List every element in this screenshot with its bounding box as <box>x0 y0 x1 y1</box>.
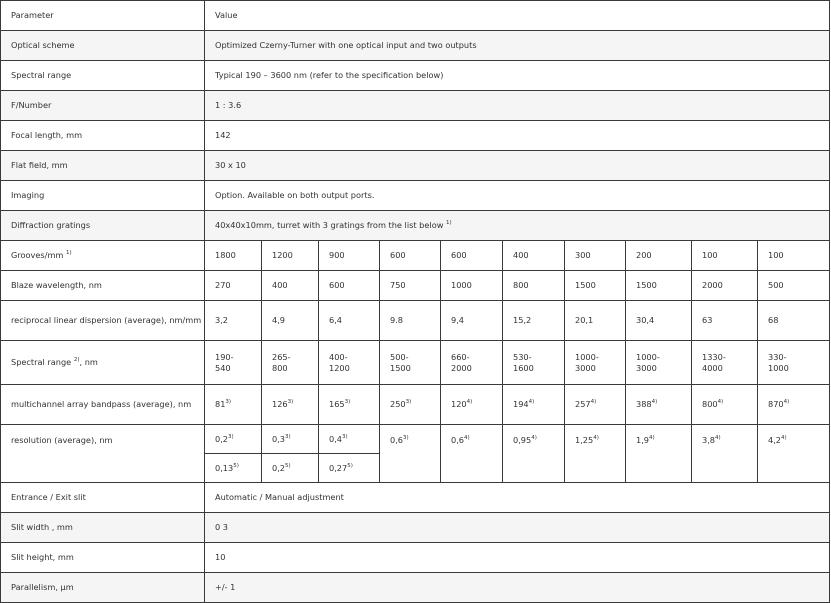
row-optical-scheme <box>1 31 830 61</box>
footnote-marker: 3) <box>225 399 232 405</box>
row-value: 1 : 3.6 <box>205 91 830 121</box>
footnote-marker: 5) <box>347 462 353 469</box>
row-label: Entrance / Exit slit <box>1 483 205 513</box>
row-label <box>1 341 205 385</box>
row-label: Spectral range <box>1 61 205 91</box>
row-value: Typical 190 – 3600 nm (refer to the specification below) <box>205 61 830 91</box>
footnote-marker: 3) <box>403 435 409 441</box>
bandpass-cell <box>758 385 830 425</box>
row-label: Imaging <box>1 181 205 211</box>
range-start: 1000- <box>575 351 599 362</box>
spectral-range-cell <box>565 341 626 385</box>
table-header-row <box>1 1 830 31</box>
row-label: Blaze wavelength, nm <box>1 271 205 301</box>
resolution-cell <box>758 425 830 483</box>
resolution-value: 0,2 <box>272 462 286 473</box>
bandpass-cell <box>319 385 380 425</box>
row-flat-field <box>1 151 830 181</box>
resolution-alt-cell <box>205 454 262 483</box>
row-f-number <box>1 91 830 121</box>
row-label: Slit width , mm <box>1 513 205 543</box>
range-start: 190- <box>215 351 234 362</box>
spectral-range-cell <box>503 341 565 385</box>
row-entrance-exit-slit <box>1 483 830 513</box>
range-start: 400- <box>329 351 348 362</box>
resolution-cell <box>626 425 692 483</box>
grooves-cell: 200 <box>626 241 692 271</box>
grooves-cell: 900 <box>319 241 380 271</box>
bandpass-cell <box>626 385 692 425</box>
row-value: 142 <box>205 121 830 151</box>
range-start: 660- <box>451 351 470 362</box>
range-end: 4000 <box>702 362 723 373</box>
row-value: 30 x 10 <box>205 151 830 181</box>
row-label <box>1 241 205 271</box>
spectral-range-cell <box>626 341 692 385</box>
gratings-value-text: 40x40x10mm, turret with 3 gratings from the list below <box>215 220 444 230</box>
resolution-value: 0,3 <box>272 433 286 444</box>
bandpass-cell <box>503 385 565 425</box>
bandpass-cell <box>441 385 503 425</box>
resolution-alt-cell <box>319 454 380 483</box>
range-end: 2000 <box>451 362 472 373</box>
resolution-value: 1,9 <box>636 435 650 445</box>
row-value <box>205 211 830 241</box>
grooves-cell: 1800 <box>205 241 262 271</box>
row-label: Diffraction gratings <box>1 211 205 241</box>
resolution-value: 0,4 <box>329 433 343 444</box>
footnote-marker: 4) <box>590 399 597 405</box>
grooves-label-text: Grooves/mm <box>11 250 64 260</box>
row-label: Parallelism, μm <box>1 573 205 603</box>
resolution-alt-cell <box>262 454 319 483</box>
footnote-marker: 3) <box>405 399 412 405</box>
blaze-cell: 1000 <box>441 271 503 301</box>
row-slit-height <box>1 543 830 573</box>
blaze-cell: 800 <box>503 271 565 301</box>
grooves-cell: 600 <box>380 241 441 271</box>
resolution-value: 3,8 <box>702 435 716 445</box>
resolution-value: 0,13 <box>215 462 234 473</box>
range-end: 540 <box>215 362 231 373</box>
header-value: Value <box>205 1 830 31</box>
footnote-marker: 4) <box>781 435 787 441</box>
footnote-marker: 4) <box>715 435 721 441</box>
footnote-marker: 3) <box>342 433 348 440</box>
dispersion-cell: 4,9 <box>262 301 319 341</box>
bandpass-cell <box>262 385 319 425</box>
dispersion-cell: 68 <box>758 301 830 341</box>
footnote-marker: 1) <box>446 220 452 226</box>
spectral-range-cell <box>262 341 319 385</box>
spectral-label-unit: , nm <box>79 357 98 367</box>
row-value: 10 <box>205 543 830 573</box>
dispersion-cell: 63 <box>692 301 758 341</box>
spectral-range-cell <box>758 341 830 385</box>
resolution-cell <box>565 425 626 483</box>
blaze-cell: 270 <box>205 271 262 301</box>
range-start: 1330- <box>702 351 726 362</box>
row-label: reciprocal linear dispersion (average), nm/mm <box>1 301 205 341</box>
row-value: +/- 1 <box>205 573 830 603</box>
resolution-cell <box>380 425 441 483</box>
footnote-marker: 4) <box>531 435 537 441</box>
resolution-cell <box>205 425 262 454</box>
row-label: multichannel array bandpass (average), nm <box>1 385 205 425</box>
range-start: 530- <box>513 351 532 362</box>
range-start: 330- <box>768 351 787 362</box>
grooves-cell: 100 <box>758 241 830 271</box>
bandpass-value: 165 <box>329 399 345 409</box>
spectral-range-cell <box>319 341 380 385</box>
bandpass-value: 126 <box>272 399 288 409</box>
dispersion-cell: 20,1 <box>565 301 626 341</box>
resolution-value: 1,25 <box>575 435 594 445</box>
row-value: 0 3 <box>205 513 830 543</box>
grooves-cell: 600 <box>441 241 503 271</box>
resolution-value: 0,6 <box>451 435 465 445</box>
resolution-cell <box>692 425 758 483</box>
blaze-cell: 750 <box>380 271 441 301</box>
resolution-cell <box>441 425 503 483</box>
range-end: 3000 <box>575 362 596 373</box>
row-diffraction-gratings <box>1 211 830 241</box>
footnote-marker: 4) <box>593 435 599 441</box>
footnote-marker: 4) <box>466 399 473 405</box>
grooves-cell: 300 <box>565 241 626 271</box>
bandpass-value: 257 <box>575 399 591 409</box>
bandpass-value: 800 <box>702 399 718 409</box>
header-parameter: Parameter <box>1 1 205 31</box>
footnote-marker: 5) <box>285 462 291 469</box>
bandpass-value: 194 <box>513 399 529 409</box>
dispersion-cell: 3,2 <box>205 301 262 341</box>
bandpass-cell <box>692 385 758 425</box>
footnote-marker: 4) <box>464 435 470 441</box>
blaze-cell: 600 <box>319 271 380 301</box>
row-bandpass <box>1 385 830 425</box>
range-start: 265- <box>272 351 291 362</box>
range-end: 1000 <box>768 362 789 373</box>
range-start: 500- <box>390 351 409 362</box>
footnote-marker: 4) <box>783 399 790 405</box>
grooves-cell: 400 <box>503 241 565 271</box>
row-imaging <box>1 181 830 211</box>
row-value: Optimized Czerny-Turner with one optical input and two outputs <box>205 31 830 61</box>
grooves-cell: 1200 <box>262 241 319 271</box>
row-blaze-wavelength <box>1 271 830 301</box>
dispersion-cell: 9,4 <box>441 301 503 341</box>
resolution-value: 0,2 <box>215 433 229 444</box>
bandpass-value: 120 <box>451 399 467 409</box>
bandpass-value: 870 <box>768 399 784 409</box>
spectral-range-cell <box>692 341 758 385</box>
row-label: Focal length, mm <box>1 121 205 151</box>
row-label: Flat field, mm <box>1 151 205 181</box>
grooves-cell: 100 <box>692 241 758 271</box>
row-value: Option. Available on both output ports. <box>205 181 830 211</box>
footnote-marker: 5) <box>233 462 239 469</box>
blaze-cell: 1500 <box>626 271 692 301</box>
resolution-value: 0,95 <box>513 435 532 445</box>
row-value: Automatic / Manual adjustment <box>205 483 830 513</box>
range-end: 1500 <box>390 362 411 373</box>
row-spectral-range-per-grating <box>1 341 830 385</box>
range-start: 1000- <box>636 351 660 362</box>
bandpass-cell <box>205 385 262 425</box>
resolution-value: 0,27 <box>329 462 348 473</box>
footnote-marker: 4) <box>649 435 655 441</box>
bandpass-value: 81 <box>215 399 226 409</box>
footnote-marker: 3) <box>344 399 351 405</box>
footnote-marker: 2) <box>73 357 80 363</box>
bandpass-cell <box>565 385 626 425</box>
row-resolution <box>1 425 830 454</box>
range-end: 1200 <box>329 362 350 373</box>
blaze-cell: 500 <box>758 271 830 301</box>
spectral-label-text: Spectral range <box>11 357 72 367</box>
spectral-range-cell <box>205 341 262 385</box>
row-slit-width <box>1 513 830 543</box>
row-label: F/Number <box>1 91 205 121</box>
row-spectral-range <box>1 61 830 91</box>
resolution-cell <box>503 425 565 483</box>
range-end: 3000 <box>636 362 657 373</box>
row-focal-length <box>1 121 830 151</box>
resolution-cell <box>319 425 380 454</box>
row-label: Optical scheme <box>1 31 205 61</box>
dispersion-cell: 9.8 <box>380 301 441 341</box>
spectral-range-cell <box>441 341 503 385</box>
footnote-marker: 3) <box>285 433 291 440</box>
bandpass-value: 388 <box>636 399 652 409</box>
resolution-value: 0,6 <box>390 435 404 445</box>
footnote-marker: 4) <box>651 399 658 405</box>
row-parallelism <box>1 573 830 603</box>
blaze-cell: 2000 <box>692 271 758 301</box>
bandpass-cell <box>380 385 441 425</box>
row-label: Slit height, mm <box>1 543 205 573</box>
row-label: resolution (average), nm <box>1 425 205 483</box>
footnote-marker: 3) <box>287 399 294 405</box>
resolution-value: 4,2 <box>768 435 782 445</box>
dispersion-cell: 15,2 <box>503 301 565 341</box>
row-dispersion <box>1 301 830 341</box>
footnote-marker: 1) <box>66 250 72 256</box>
range-end: 800 <box>272 362 288 373</box>
blaze-cell: 1500 <box>565 271 626 301</box>
spectral-range-cell <box>380 341 441 385</box>
footnote-marker: 4) <box>528 399 535 405</box>
range-end: 1600 <box>513 362 534 373</box>
blaze-cell: 400 <box>262 271 319 301</box>
dispersion-cell: 6,4 <box>319 301 380 341</box>
row-grooves <box>1 241 830 271</box>
footnote-marker: 3) <box>228 433 234 440</box>
dispersion-cell: 30,4 <box>626 301 692 341</box>
bandpass-value: 250 <box>390 399 406 409</box>
footnote-marker: 4) <box>717 399 724 405</box>
resolution-cell <box>262 425 319 454</box>
